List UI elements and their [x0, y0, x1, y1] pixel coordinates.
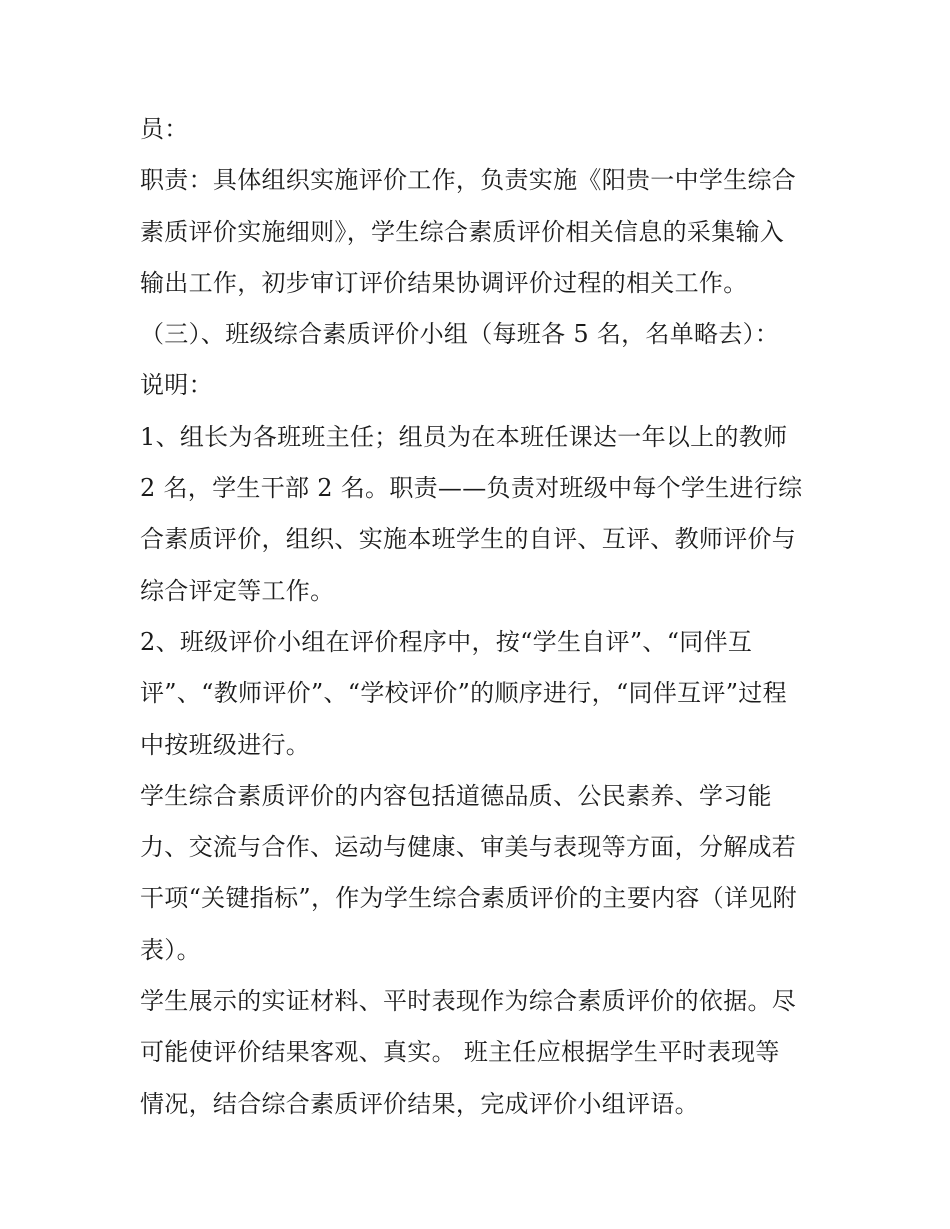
text-line: 员：	[140, 115, 189, 143]
text-line: 职责：具体组织实施评价工作，负责实施《阳贵一中学生综合	[140, 166, 797, 195]
text-line: 干项“关键指标”，作为学生综合素质评价的主要内容（详见附	[140, 884, 797, 913]
text-line: 合素质评价，组织、实施本班学生的自评、互评、教师评价与	[140, 525, 797, 554]
text-line: 情况，结合综合素质评价结果，完成评价小组评语。	[140, 1089, 699, 1118]
text-line: 评”、“教师评价”、“学校评价”的顺序进行，“同伴互评”过程	[140, 679, 787, 708]
text-line: 素质评价实施细则》，学生综合素质评价相关信息的采集输入	[140, 217, 785, 246]
document-body	[140, 104, 840, 1130]
text-line: 综合评定等工作。	[140, 576, 335, 605]
text-line: 1、组长为各班班主任；组员为在本班任课达一年以上的教师	[140, 422, 788, 451]
text-line: 学生综合素质评价的内容包括道德品质、公民素养、学习能	[140, 781, 772, 810]
text-line: 中按班级进行。	[140, 730, 311, 759]
text-line: 力、交流与合作、运动与健康、审美与表现等方面，分解成若	[140, 833, 797, 862]
text-line: 表）。	[140, 935, 201, 964]
text-line: 输出工作，初步审订评价结果协调评价过程的相关工作。	[140, 268, 748, 297]
text-line: 可能使评价结果客观、真实。 班主任应根据学生平时表现等	[140, 1038, 780, 1067]
text-line: 2、班级评价小组在评价程序中，按“学生自评”、“同伴互	[140, 627, 753, 656]
text-line: 说明：	[140, 371, 213, 400]
text-line: 2 名，学生干部 2 名。职责——负责对班级中每个学生进行综	[140, 474, 803, 503]
text-line: 学生展示的实证材料、平时表现作为综合素质评价的依据。尽	[140, 987, 797, 1016]
section-heading: （三）、班级综合素质评价小组（每班各 5 名，名单略去）：	[140, 320, 780, 349]
